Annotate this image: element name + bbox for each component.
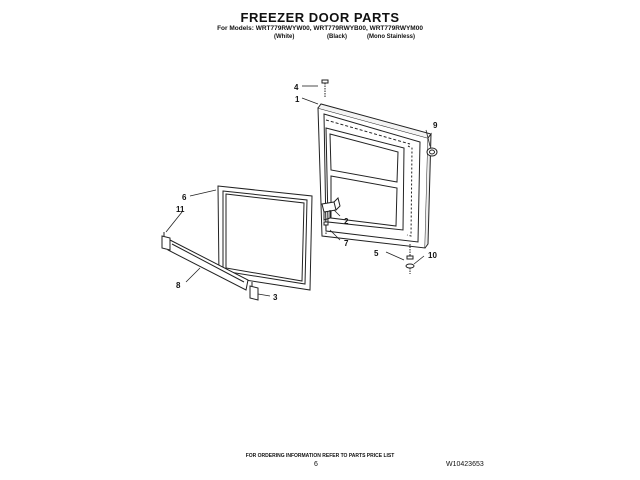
callout-5: 5 (374, 249, 379, 258)
ordering-note: FOR ORDERING INFORMATION REFER TO PARTS PRICE LIST (245, 453, 395, 459)
callout-1: 1 (295, 95, 300, 104)
callout-3: 3 (273, 293, 278, 302)
callout-8: 8 (176, 281, 181, 290)
callout-6: 6 (182, 193, 187, 202)
callout-4: 4 (294, 83, 299, 92)
bottom-screw (406, 244, 414, 274)
callout-7: 7 (344, 239, 349, 248)
page-number: 6 (314, 461, 318, 468)
callout-11: 11 (176, 205, 185, 214)
variant-mono-stainless: (Mono Stainless) (367, 34, 416, 40)
end-cap-left (162, 232, 170, 250)
door-assembly (318, 104, 431, 248)
top-screw (322, 80, 328, 97)
callout-9: 9 (433, 121, 438, 130)
callout-10: 10 (428, 251, 437, 260)
door-plug (427, 148, 437, 156)
document-number: W10423653 (446, 461, 484, 468)
variant-black: (Black) (327, 34, 348, 40)
variant-white: (White) (274, 34, 295, 40)
end-cap-right (250, 282, 258, 300)
model-list: For Models: WRT779RWYW00, WRT779RWYB00, WRT779RWYM00 (217, 25, 423, 32)
callout-2: 2 (344, 217, 349, 226)
page-title: FREEZER DOOR PARTS (240, 10, 400, 25)
